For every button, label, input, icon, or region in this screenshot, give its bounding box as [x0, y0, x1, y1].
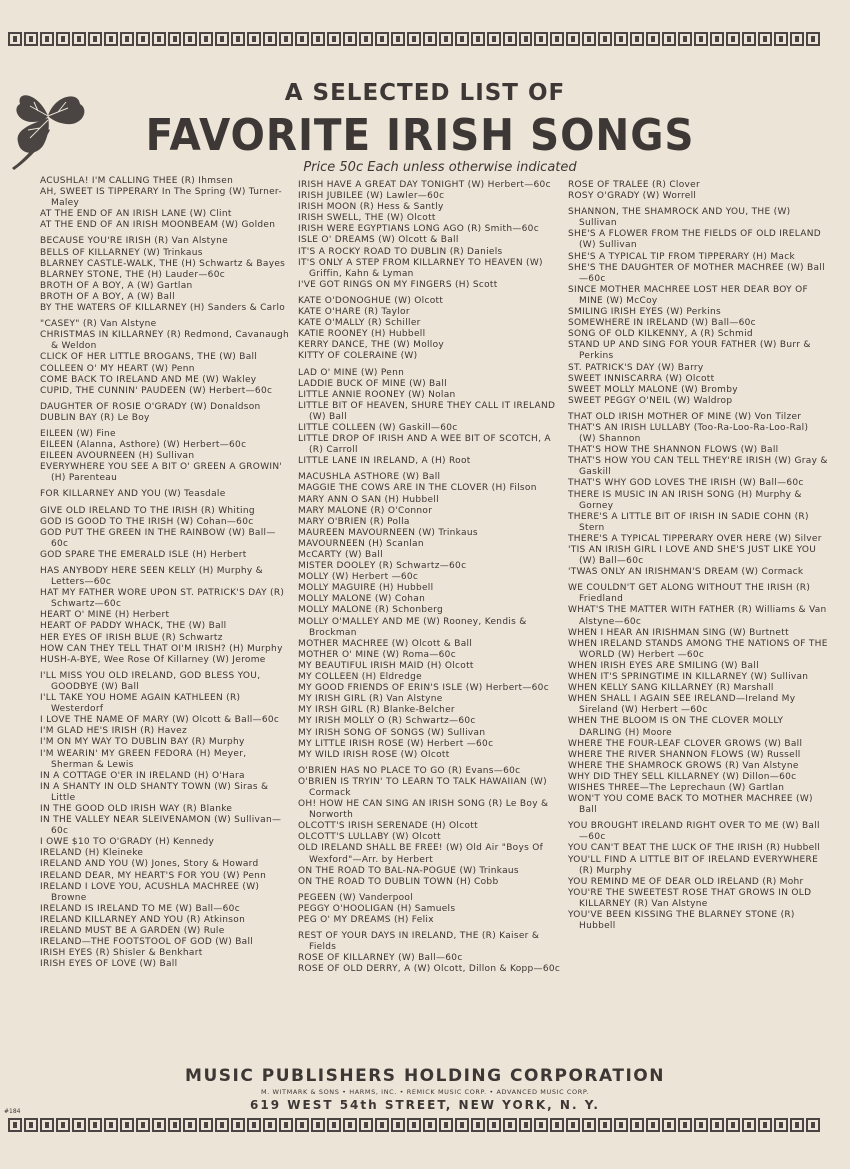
border-key-cell: [614, 1118, 628, 1132]
song-entry: PEGEEN (W) Vanderpool: [298, 892, 413, 903]
border-key-cell: [630, 32, 644, 46]
border-key-cell: [168, 1118, 182, 1132]
song-group: [298, 368, 563, 468]
border-key-cell: [710, 32, 724, 46]
song-entry: WHERE THE RIVER SHANNON FLOWS (W) Russell: [568, 749, 801, 760]
song-entry: OLCOTT'S IRISH SERENADE (H) Olcott: [298, 821, 478, 832]
song-entry: O'BRIEN IS TRYIN' TO LEARN TO TALK HAWAIIAN (W) Cormack: [298, 776, 547, 798]
song-entry: SWEET PEGGY O'NEIL (W) Waldrop: [568, 395, 733, 406]
song-entry: BY THE WATERS OF KILLARNEY (H) Sanders & Carlo: [40, 303, 286, 314]
song-group: [40, 506, 290, 561]
border-key-cell: [678, 32, 692, 46]
song-entry: WHEN I HEAR AN IRISHMAN SING (W) Burtnett: [568, 627, 789, 638]
border-key-cell: [231, 32, 245, 46]
song-entry: HUSH-A-BYE, Wee Rose Of Killarney (W) Jerome: [40, 654, 266, 665]
song-entry: STAND UP AND SING FOR YOUR FATHER (W) Burr & Perkins: [568, 340, 811, 362]
border-key-cell: [423, 1118, 437, 1132]
song-entry: IT'S A ROCKY ROAD TO DUBLIN (R) Daniels: [298, 246, 503, 257]
song-entry: MAUREEN MAVOURNEEN (W) Trinkaus: [298, 527, 478, 538]
border-key-cell: [152, 32, 166, 46]
song-entry: GOD SPARE THE EMERALD ISLE (H) Herbert: [40, 549, 247, 560]
border-key-cell: [152, 1118, 166, 1132]
song-entry: IRELAND DEAR, MY HEART'S FOR YOU (W) Penn: [40, 870, 267, 881]
song-entry: FOR KILLARNEY AND YOU (W) Teasdale: [40, 489, 226, 500]
song-entry: IN THE VALLEY NEAR SLEIVENAMON (W) Sullivan—60c: [40, 815, 282, 837]
border-key-cell: [343, 1118, 357, 1132]
song-entry: EILEEN (W) Fine: [40, 428, 116, 439]
song-entry: LITTLE COLLEEN (W) Gaskill—60c: [298, 422, 458, 433]
song-entry: YOU'VE BEEN KISSING THE BLARNEY STONE (R) Hubbell: [568, 910, 795, 932]
border-key-cell: [758, 1118, 772, 1132]
song-entry: THERE IS MUSIC IN AN IRISH SONG (H) Murphy & Gorney: [568, 489, 802, 511]
song-entry: THERE'S A LITTLE BIT OF IRISH IN SADIE COHN (R) Stern: [568, 511, 809, 533]
border-key-cell: [742, 32, 756, 46]
song-group: [40, 402, 290, 424]
border-key-cell: [40, 1118, 54, 1132]
song-group: [298, 931, 563, 975]
border-key-cell: [8, 1118, 22, 1132]
border-key-cell: [279, 32, 293, 46]
song-entry: KATE O'MALLY (R) Schiller: [298, 318, 421, 329]
song-entry: MOTHER O' MINE (W) Roma—60c: [298, 649, 456, 660]
song-entry: WHEN SHALL I AGAIN SEE IRELAND—Ireland My Sireland (W) Herbert —60c: [568, 694, 796, 716]
song-group: [40, 566, 290, 666]
border-key-cell: [806, 32, 820, 46]
song-entry: MOLLY O'MALLEY AND ME (W) Rooney, Kendis & Brockman: [298, 616, 527, 638]
song-entry: I'M WEARIN' MY GREEN FEDORA (H) Meyer, Sherman & Lewis: [40, 748, 247, 770]
border-key-cell: [24, 32, 38, 46]
price-note: Price 50c Each unless otherwise indicated: [303, 160, 577, 175]
song-entry: MARY MALONE (R) O'Connor: [298, 505, 433, 516]
song-entry: MOTHER MACHREE (W) Olcott & Ball: [298, 638, 473, 649]
border-key-cell: [391, 1118, 405, 1132]
song-entry: PEG O' MY DREAMS (H) Felix: [298, 915, 434, 925]
song-entry: MOLLY MALONE (W) Cohan: [298, 594, 426, 605]
song-entry: ST. PATRICK'S DAY (W) Barry: [568, 362, 704, 373]
catalog-number: #184: [4, 1108, 21, 1115]
border-key-cell: [24, 1118, 38, 1132]
border-key-cell: [790, 1118, 804, 1132]
border-key-cell: [359, 1118, 373, 1132]
song-entry: GIVE OLD IRELAND TO THE IRISH (R) Whiting: [40, 505, 255, 516]
song-entry: REST OF YOUR DAYS IN IRELAND, THE (R) Kaiser & Fields: [298, 931, 540, 953]
song-entry: THAT'S HOW THE SHANNON FLOWS (W) Ball: [568, 445, 779, 456]
border-key-cell: [263, 1118, 277, 1132]
song-entry: YOU'LL FIND A LITTLE BIT OF IRELAND EVERYWHERE (R) Murphy: [568, 854, 819, 876]
border-key-cell: [471, 1118, 485, 1132]
song-entry: THAT OLD IRISH MOTHER OF MINE (W) Von Tilzer: [568, 411, 802, 422]
border-key-cell: [279, 1118, 293, 1132]
song-entry: AT THE END OF AN IRISH MOONBEAM (W) Golden: [40, 220, 276, 231]
song-entry: HEART OF PADDY WHACK, THE (W) Ball: [40, 621, 227, 632]
border-key-cell: [790, 32, 804, 46]
border-key-cell: [391, 32, 405, 46]
border-key-cell: [215, 1118, 229, 1132]
border-key-cell: [343, 32, 357, 46]
border-key-cell: [598, 1118, 612, 1132]
border-key-cell: [678, 1118, 692, 1132]
song-entry: ON THE ROAD TO DUBLIN TOWN (H) Cobb: [298, 876, 499, 887]
border-key-cell: [72, 1118, 86, 1132]
song-entry: IRELAND MUST BE A GARDEN (W) Rule: [40, 926, 225, 936]
song-entry: HEART O' MINE (H) Herbert: [40, 610, 170, 621]
song-entry: AH, SWEET IS TIPPERARY In The Spring (W) Turner-Maley: [40, 187, 282, 209]
border-key-cell: [774, 32, 788, 46]
song-entry: YOU CAN'T BEAT THE LUCK OF THE IRISH (R) Hubbell: [568, 843, 821, 854]
border-key-cell: [774, 1118, 788, 1132]
song-entry: McCARTY (W) Ball: [298, 550, 383, 560]
song-column-2: [298, 180, 563, 980]
bottom-greek-key-border: [7, 1118, 821, 1134]
border-key-cell: [455, 32, 469, 46]
song-entry: I LOVE THE NAME OF MARY (W) Olcott & Ball—60c: [40, 715, 280, 726]
border-key-cell: [295, 32, 309, 46]
song-group: [298, 296, 563, 363]
song-entry: I'LL TAKE YOU HOME AGAIN KATHLEEN (R) Westerdorf: [40, 693, 241, 715]
border-key-cell: [168, 32, 182, 46]
border-key-cell: [183, 1118, 197, 1132]
song-group: [568, 821, 828, 932]
song-entry: SHE'S THE DAUGHTER OF MOTHER MACHREE (W) Ball—60c: [568, 262, 825, 284]
song-entry: I'LL MISS YOU OLD IRELAND, GOD BLESS YOU, GOODBYE (W) Ball: [40, 670, 261, 692]
song-entry: MY IRISH SONG OF SONGS (W) Sullivan: [298, 727, 486, 738]
border-key-cell: [8, 32, 22, 46]
border-key-cell: [487, 32, 501, 46]
song-entry: LITTLE ANNIE ROONEY (W) Nolan: [298, 389, 456, 400]
song-entry: THAT'S AN IRISH LULLABY (Too-Ra-Loo-Ra-Loo-Ral) (W) Shannon: [568, 422, 809, 445]
song-entry: YOU'RE THE SWEETEST ROSE THAT GROWS IN OLD KILLARNEY (R) Van Alstyne: [568, 887, 812, 909]
border-key-cell: [550, 32, 564, 46]
border-key-cell: [183, 32, 197, 46]
song-entry: IN A SHANTY IN OLD SHANTY TOWN (W) Siras & Little: [40, 781, 269, 803]
song-group: [568, 207, 828, 407]
song-group: [568, 412, 828, 578]
song-entry: PEGGY O'HOOLIGAN (H) Samuels: [298, 903, 456, 914]
song-entry: SINCE MOTHER MACHREE LOST HER DEAR BOY OF MINE (W) McCoy: [568, 284, 808, 306]
border-key-cell: [806, 1118, 820, 1132]
song-entry: THAT'S WHY GOD LOVES THE IRISH (W) Ball—60c: [568, 478, 804, 489]
song-entry: WHEN IT'S SPRINGTIME IN KILLARNEY (W) Sullivan: [568, 672, 809, 683]
song-entry: ROSE OF KILLARNEY (W) Ball—60c: [298, 953, 463, 964]
song-entry: IRELAND I LOVE YOU, ACUSHLA MACHREE (W) Browne: [40, 881, 260, 903]
song-entry: COLLEEN O' MY HEART (W) Penn: [40, 363, 195, 374]
song-entry: LADDIE BUCK OF MINE (W) Ball: [298, 378, 447, 389]
song-group: [298, 180, 563, 291]
song-entry: KATE O'HARE (R) Taylor: [298, 307, 410, 318]
song-entry: LITTLE LANE IN IRELAND, A (H) Root: [298, 456, 471, 467]
border-key-cell: [471, 32, 485, 46]
border-key-cell: [247, 1118, 261, 1132]
song-entry: O'BRIEN HAS NO PLACE TO GO (R) Evans—60c: [298, 765, 521, 776]
border-key-cell: [534, 1118, 548, 1132]
border-key-cell: [694, 1118, 708, 1132]
song-group: [40, 319, 290, 397]
song-entry: WISHES THREE—The Leprechaun (W) Gartlan: [568, 782, 785, 793]
song-entry: AT THE END OF AN IRISH LANE (W) Clint: [40, 209, 232, 220]
border-key-cell: [104, 32, 118, 46]
song-entry: BLARNEY CASTLE-WALK, THE (H) Schwartz & Bayes: [40, 258, 286, 269]
song-group: [40, 176, 290, 231]
border-key-cell: [519, 1118, 533, 1132]
song-entry: OLD IRELAND SHALL BE FREE! (W) Old Air "Boys Of Wexford"—Arr. by Herbert: [298, 843, 544, 865]
border-key-cell: [215, 32, 229, 46]
border-key-cell: [199, 1118, 213, 1132]
song-entry: MY LITTLE IRISH ROSE (W) Herbert —60c: [298, 738, 494, 749]
border-key-cell: [311, 32, 325, 46]
song-entry: HAS ANYBODY HERE SEEN KELLY (H) Murphy & Letters—60c: [40, 566, 263, 588]
song-group: [568, 583, 828, 816]
border-key-cell: [646, 1118, 660, 1132]
song-entry: I'VE GOT RINGS ON MY FINGERS (H) Scott: [298, 279, 498, 290]
border-key-cell: [630, 1118, 644, 1132]
song-entry: KERRY DANCE, THE (W) Molloy: [298, 340, 445, 351]
border-key-cell: [407, 32, 421, 46]
song-entry: IRISH EYES OF LOVE (W) Ball: [40, 959, 178, 970]
song-entry: ROSY O'GRADY (W) Worrell: [568, 191, 697, 202]
song-entry: WHEN IRELAND STANDS AMONG THE NATIONS OF THE WORLD (W) Herbert —60c: [568, 638, 828, 660]
border-key-cell: [662, 1118, 676, 1132]
border-key-cell: [503, 1118, 517, 1132]
song-entry: WHY DID THEY SELL KILLARNEY (W) Dillon—60c: [568, 771, 797, 782]
border-key-cell: [407, 1118, 421, 1132]
song-entry: MISTER DOOLEY (R) Schwartz—60c: [298, 561, 467, 572]
border-key-cell: [503, 32, 517, 46]
song-entry: SONG OF OLD KILKENNY, A (R) Schmid: [568, 329, 753, 340]
border-key-cell: [598, 32, 612, 46]
song-entry: IT'S ONLY A STEP FROM KILLARNEY TO HEAVEN (W) Griffin, Kahn & Lyman: [298, 257, 543, 279]
song-entry: THAT'S HOW YOU CAN TELL THEY'RE IRISH (W) Gray & Gaskill: [568, 456, 828, 478]
border-key-cell: [375, 1118, 389, 1132]
border-key-cell: [726, 32, 740, 46]
border-key-cell: [582, 1118, 596, 1132]
border-key-cell: [455, 1118, 469, 1132]
footer-address: 619 WEST 54th STREET, NEW YORK, N. Y.: [250, 1098, 600, 1112]
song-entry: OH! HOW HE CAN SING AN IRISH SONG (R) Le Boy & Norworth: [298, 799, 549, 821]
song-entry: GOD IS GOOD TO THE IRISH (W) Cohan—60c: [40, 516, 254, 527]
song-entry: WHEN IRISH EYES ARE SMILING (W) Ball: [568, 660, 759, 671]
song-entry: MY BEAUTIFUL IRISH MAID (H) Olcott: [298, 660, 474, 671]
song-entry: THERE'S A TYPICAL TIPPERARY OVER HERE (W) Silver: [568, 533, 822, 544]
border-key-cell: [439, 32, 453, 46]
song-entry: WON'T YOU COME BACK TO MOTHER MACHREE (W) Ball: [568, 794, 813, 816]
song-entry: IN THE GOOD OLD IRISH WAY (R) Blanke: [40, 803, 233, 814]
song-entry: LITTLE DROP OF IRISH AND A WEE BIT OF SCOTCH, A (R) Carroll: [298, 434, 551, 456]
border-key-cell: [566, 32, 580, 46]
song-entry: IRISH JUBILEE (W) Lawler—60c: [298, 191, 445, 202]
song-entry: IRELAND AND YOU (W) Jones, Story & Howard: [40, 859, 259, 870]
song-entry: KATE O'DONOGHUE (W) Olcott: [298, 295, 444, 306]
song-entry: SMILING IRISH EYES (W) Perkins: [568, 307, 721, 318]
song-entry: ROSE OF TRALEE (R) Clover: [568, 180, 701, 190]
song-entry: BROTH OF A BOY, A (W) Ball: [40, 291, 175, 302]
song-entry: IRISH SWELL, THE (W) Olcott: [298, 213, 436, 224]
border-key-cell: [231, 1118, 245, 1132]
header-subtitle: A SELECTED LIST OF: [284, 80, 566, 106]
song-entry: ACUSHLA! I'M CALLING THEE (R) Ihmsen: [40, 176, 234, 186]
border-key-cell: [136, 1118, 150, 1132]
song-entry: ON THE ROAD TO BAL-NA-POGUE (W) Trinkaus: [298, 865, 519, 876]
song-entry: WHEN KELLY SANG KILLARNEY (R) Marshall: [568, 683, 774, 694]
song-group: [298, 766, 563, 888]
border-key-cell: [327, 32, 341, 46]
song-entry: LITTLE BIT OF HEAVEN, SHURE THEY CALL IT IRELAND (W) Ball: [298, 400, 556, 422]
song-entry: LAD O' MINE (W) Penn: [298, 367, 405, 378]
song-entry: DUBLIN BAY (R) Le Boy: [40, 412, 150, 423]
song-group: [40, 489, 290, 500]
song-entry: IRELAND KILLARNEY AND YOU (R) Atkinson: [40, 914, 246, 925]
song-entry: SHE'S A TYPICAL TIP FROM TIPPERARY (H) Mack: [568, 251, 795, 262]
song-column-3: [568, 180, 828, 937]
song-entry: IRISH WERE EGYPTIANS LONG AGO (R) Smith—60c: [298, 224, 539, 235]
border-key-cell: [710, 1118, 724, 1132]
song-entry: I'M ON MY WAY TO DUBLIN BAY (R) Murphy: [40, 737, 245, 748]
song-group: [568, 180, 828, 202]
border-key-cell: [423, 32, 437, 46]
song-entry: MY WILD IRISH ROSE (W) Olcott: [298, 749, 450, 760]
song-entry: MARY O'BRIEN (R) Polla: [298, 516, 410, 527]
song-entry: MY GOOD FRIENDS OF ERIN'S ISLE (W) Herbert—60c: [298, 683, 549, 694]
border-key-cell: [582, 32, 596, 46]
song-entry: 'TIS AN IRISH GIRL I LOVE AND SHE'S JUST LIKE YOU (W) Ball—60c: [568, 545, 817, 567]
song-entry: SWEET INNISCARRA (W) Olcott: [568, 373, 715, 384]
border-key-cell: [311, 1118, 325, 1132]
song-entry: YOU BROUGHT IRELAND RIGHT OVER TO ME (W) Ball—60c: [568, 821, 820, 843]
border-key-cell: [136, 32, 150, 46]
song-entry: MY COLLEEN (H) Eldredge: [298, 672, 422, 683]
song-group: [298, 472, 563, 760]
song-entry: SOMEWHERE IN IRELAND (W) Ball—60c: [568, 318, 756, 329]
song-entry: MOLLY (W) Herbert —60c: [298, 572, 419, 583]
border-key-cell: [375, 32, 389, 46]
border-key-cell: [40, 32, 54, 46]
song-entry: OLCOTT'S LULLABY (W) Olcott: [298, 832, 441, 843]
song-column-1: [40, 176, 290, 975]
song-entry: BLARNEY STONE, THE (H) Lauder—60c: [40, 269, 225, 280]
song-entry: KATIE ROONEY (H) Hubbell: [298, 329, 426, 340]
song-entry: CLICK OF HER LITTLE BROGANS, THE (W) Ball: [40, 352, 258, 363]
border-key-cell: [439, 1118, 453, 1132]
song-entry: BROTH OF A BOY, A (W) Gartlan: [40, 280, 193, 291]
song-entry: 'TWAS ONLY AN IRISHMAN'S DREAM (W) Cormack: [568, 567, 804, 578]
song-entry: BELLS OF KILLARNEY (W) Trinkaus: [40, 247, 203, 258]
border-key-cell: [662, 32, 676, 46]
footer-corporation: MUSIC PUBLISHERS HOLDING CORPORATION: [185, 1066, 665, 1086]
border-key-cell: [614, 32, 628, 46]
song-group: [40, 671, 290, 971]
border-key-cell: [56, 32, 70, 46]
top-greek-key-border: [7, 32, 821, 48]
border-key-cell: [550, 1118, 564, 1132]
song-entry: IRISH HAVE A GREAT DAY TONIGHT (W) Herbert—60c: [298, 180, 551, 190]
footer-publishers: M. WITMARK & SONS • HARMS, INC. • REMICK MUSIC CORP. • ADVANCED MUSIC CORP.: [260, 1088, 590, 1096]
song-entry: CHRISTMAS IN KILLARNEY (R) Redmond, Cavanaugh & Weldon: [40, 330, 290, 352]
song-entry: MY IRISH GIRL (R) Van Alstyne: [298, 694, 443, 705]
song-entry: COME BACK TO IRELAND AND ME (W) Wakley: [40, 374, 257, 385]
song-entry: HAT MY FATHER WORE UPON ST. PATRICK'S DAY (R) Schwartz—60c: [40, 588, 285, 610]
song-entry: WHERE THE SHAMROCK GROWS (R) Van Alstyne: [568, 760, 799, 771]
border-key-cell: [726, 1118, 740, 1132]
song-entry: I OWE $10 TO O'GRADY (H) Kennedy: [40, 837, 215, 848]
song-entry: I'M GLAD HE'S IRISH (R) Havez: [40, 726, 188, 737]
song-entry: HOW CAN THEY TELL THAT OI'M IRISH? (H) Murphy: [40, 643, 283, 654]
song-entry: MOLLY MALONE (R) Schonberg: [298, 605, 444, 616]
song-group: [40, 429, 290, 484]
song-entry: YOU REMIND ME OF DEAR OLD IRELAND (R) Mohr: [568, 876, 804, 887]
border-key-cell: [646, 32, 660, 46]
border-key-cell: [566, 1118, 580, 1132]
border-key-cell: [694, 32, 708, 46]
border-key-cell: [263, 32, 277, 46]
border-key-cell: [534, 32, 548, 46]
border-key-cell: [120, 32, 134, 46]
song-entry: SWEET MOLLY MALONE (W) Bromby: [568, 384, 738, 395]
song-entry: IRELAND IS IRELAND TO ME (W) Ball—60c: [40, 903, 240, 914]
border-key-cell: [88, 32, 102, 46]
song-entry: ROSE OF OLD DERRY, A (W) Olcott, Dillon & Kopp—60c: [298, 964, 561, 975]
song-entry: EVERYWHERE YOU SEE A BIT O' GREEN A GROWIN' (H) Parenteau: [40, 462, 283, 484]
border-key-cell: [88, 1118, 102, 1132]
border-key-cell: [359, 32, 373, 46]
song-entry: MOLLY MAGUIRE (H) Hubbell: [298, 583, 434, 594]
song-entry: ISLE O' DREAMS (W) Olcott & Ball: [298, 235, 459, 246]
song-entry: DAUGHTER OF ROSIE O'GRADY (W) Donaldson: [40, 401, 261, 412]
song-entry: KITTY OF COLERAINE (W): [298, 351, 418, 362]
song-entry: SHE'S A FLOWER FROM THE FIELDS OF OLD IRELAND (W) Sullivan: [568, 229, 822, 251]
song-entry: IRISH EYES (R) Shisler & Benkhart: [40, 948, 203, 959]
song-entry: WHERE THE FOUR-LEAF CLOVER GROWS (W) Ball: [568, 738, 803, 749]
border-key-cell: [742, 1118, 756, 1132]
border-key-cell: [247, 32, 261, 46]
border-key-cell: [295, 1118, 309, 1132]
song-entry: MAGGIE THE COWS ARE IN THE CLOVER (H) Filson: [298, 483, 537, 494]
song-entry: IRELAND (H) Kleineke: [40, 848, 144, 859]
song-entry: MY IRSH GIRL (R) Blanke-Belcher: [298, 705, 455, 716]
border-key-cell: [56, 1118, 70, 1132]
song-entry: WHEN THE BLOOM IS ON THE CLOVER MOLLY DARLING (H) Moore: [568, 716, 784, 738]
song-entry: IN A COTTAGE O'ER IN IRELAND (H) O'Hara: [40, 770, 245, 781]
song-entry: EILEEN AVOURNEEN (H) Sullivan: [40, 451, 195, 462]
border-key-cell: [72, 32, 86, 46]
border-key-cell: [327, 1118, 341, 1132]
border-key-cell: [120, 1118, 134, 1132]
border-key-cell: [758, 32, 772, 46]
song-entry: GOD PUT THE GREEN IN THE RAINBOW (W) Ball—60c: [40, 527, 276, 549]
song-entry: SHANNON, THE SHAMROCK AND YOU, THE (W) Sullivan: [568, 207, 791, 229]
song-entry: EILEEN (Alanna, Asthore) (W) Herbert—60c: [40, 440, 247, 451]
page-title: FAVORITE IRISH SONGS: [145, 110, 695, 161]
song-group: [298, 893, 563, 926]
song-entry: WE COULDN'T GET ALONG WITHOUT THE IRISH (R) Friedland: [568, 583, 811, 605]
border-key-cell: [519, 32, 533, 46]
song-entry: HER EYES OF IRISH BLUE (R) Schwartz: [40, 632, 223, 643]
border-key-cell: [487, 1118, 501, 1132]
border-key-cell: [104, 1118, 118, 1132]
song-entry: MACUSHLA ASTHORE (W) Ball: [298, 472, 441, 483]
song-entry: IRISH MOON (R) Hess & Santly: [298, 202, 444, 213]
song-entry: MY IRISH MOLLY O (R) Schwartz—60c: [298, 716, 476, 727]
song-entry: CUPID, THE CUNNIN' PAUDEEN (W) Herbert—60c: [40, 385, 273, 396]
border-key-cell: [199, 32, 213, 46]
song-entry: WHAT'S THE MATTER WITH FATHER (R) Williams & Van Alstyne—60c: [568, 605, 827, 627]
song-entry: MAVOURNEEN (H) Scanlan: [298, 538, 424, 549]
song-entry: "CASEY" (R) Van Alstyne: [40, 319, 157, 330]
song-group: [40, 236, 290, 314]
song-entry: MARY ANN O SAN (H) Hubbell: [298, 494, 439, 505]
song-entry: BECAUSE YOU'RE IRISH (R) Van Alstyne: [40, 236, 228, 247]
song-entry: IRELAND—THE FOOTSTOOL OF GOD (W) Ball: [40, 937, 254, 948]
